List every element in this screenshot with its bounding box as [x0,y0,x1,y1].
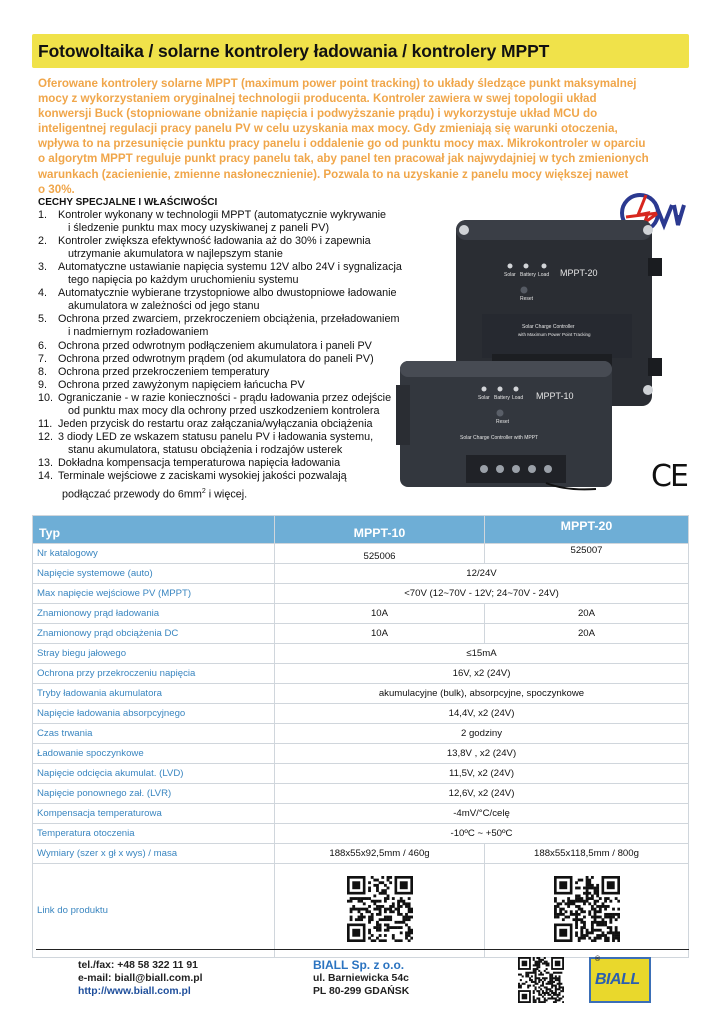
table-row [33,664,689,684]
product-model-label: MPPT-20 [560,268,598,278]
feature-text [58,470,418,483]
feature-line: Ochrona przed przekroczeniem temperatury [58,365,270,378]
header-mppt10: MPPT-10 [275,516,485,544]
table-row [33,844,689,864]
row-label: Napięcie systemowe (auto) [33,564,275,584]
feature-number: 10. [38,391,54,404]
feature-last-line [38,485,418,502]
row-value-mppt20: 188x55x118,5mm / 800g [485,844,689,864]
feature-text [58,379,418,392]
feature-line: Kontroler wykonany w technologii MPPT (automatycznie wykrywanie [58,209,387,222]
table-row [33,544,689,564]
feature-line: Terminale wejściowe z zaciskami wysokiej jakości pozwalają [58,469,347,482]
row-value: -10ºC ~ +50ºC [275,824,689,844]
row-label: Tryby ładowania akumulatora [33,684,275,704]
feature-line: Ochrona przed zwarciem, przekroczeniem obciążenia, przeładowaniem [58,313,400,326]
company-city: PL 80-299 GDAŃSK [313,986,410,997]
table-row [33,684,689,704]
table-row-link [33,864,689,958]
row-value-mppt20: 20A [485,604,689,624]
led-label: Load [538,272,550,278]
row-value: 2 godziny [275,724,689,744]
feature-last-line-b: i więcej. [205,488,248,501]
row-label: Wymiary (szer x gł x wys) / masa [33,844,275,864]
footer-company [313,959,409,998]
feature-number: 7. [38,352,48,365]
feature-item [38,431,418,457]
footer-phone: tel./fax: +48 58 322 11 91 [78,960,198,971]
features-heading: CECHY SPECJALNE I WŁAŚCIWOŚCI [38,197,218,208]
row-value: akumulacyjne (bulk), absorpcyjne, spoczynkowe [275,684,689,704]
qr-code-icon[interactable] [554,876,620,945]
feature-line: tego napięcia po każdym uruchomieniu systemu [68,274,299,287]
intro-paragraph [38,76,688,197]
feature-item [38,470,418,483]
features-list [38,209,418,483]
footer-divider [36,949,689,950]
led-label: Solar [478,395,490,401]
row-value-mppt10: 188x55x92,5mm / 460g [275,844,485,864]
table-row [33,704,689,724]
feature-item [38,340,418,353]
feature-item [38,418,418,431]
feature-last-line-sup: 2 [201,488,206,496]
feature-line: Jeden przycisk do restartu oraz załączania/wyłączania obciążenia [58,417,373,430]
intro-line: Oferowane kontrolery solarne MPPT (maximum power point tracking) to układy śledzące punkt maksymalnej [38,77,637,90]
intro-line: warunkach (zacienienie, zmienne nasłonecznienie). Pozwala to na uzyskanie z panelu mocy większej nawet [38,167,629,181]
feature-number: 13. [38,456,54,469]
feature-line: Ochrona przed zawyżonym napięciem łańcucha PV [58,378,305,391]
intro-line: konwersji Buck (stopniowane obniżanie napięcia i podwyższanie prądu) i wykorzystuje układ MCU do [38,107,598,121]
feature-line: i nadmiernym rozładowaniem [68,326,209,339]
feature-text [58,457,418,470]
feature-number: 2. [38,235,48,248]
row-value: 13,8V , x2 (24V) [275,744,689,764]
intro-line: o 30%. [38,182,75,196]
feature-item [38,353,418,366]
row-label: Nr katalogowy [33,544,275,564]
feature-line: Ograniczanie - w razie konieczności - prądu ładowania przez odejście [58,391,392,404]
feature-item [38,261,418,287]
qr-code-icon[interactable] [347,876,413,945]
feature-number: 11. [38,417,53,430]
header-type: Typ [33,516,275,544]
row-value-mppt20: 20A [485,624,689,644]
product-model-label: MPPT-10 [536,391,574,401]
row-value: <70V (12~70V - 12V; 24~70V - 24V) [275,584,689,604]
feature-item [38,313,418,339]
feature-text [58,353,418,366]
row-label: Kompensacja temperaturowa [33,804,275,824]
company-name: BIALL Sp. z o.o. [313,958,405,972]
page-title: Fotowoltaika / solarne kontrolery ładowania / kontrolery MPPT [38,41,550,61]
intro-line: mocy z wykorzystaniem oryginalnej technologii producenta. Kontroler zawiera w swej topologii układ [38,92,597,106]
feature-text [58,209,418,235]
registered-mark: ® [595,956,600,963]
feature-number: 4. [38,287,48,300]
product-caption: with Maximum Power Point Tracking [518,332,591,337]
row-label: Ładowanie spoczynkowe [33,744,275,764]
feature-line: Ochrona przed odwrotnym prądem (od akumulatora do paneli PV) [58,352,374,365]
table-row [33,784,689,804]
row-label: Napięcie ładowania absorpcyjnego [33,704,275,724]
row-value-mppt10: 10A [275,624,485,644]
header-mppt20: MPPT-20 [485,516,689,544]
row-label: Stray biegu jałowego [33,644,275,664]
table-row [33,804,689,824]
feature-item [38,209,418,235]
feature-number: 12. [38,430,54,443]
feature-line: Ochrona przed odwrotnym podłączeniem akumulatora i paneli PV [58,339,372,352]
feature-line: od punktu max mocy dla ochrony przed uszkodzeniem kontrolera [68,404,380,417]
footer-email[interactable]: e-mail: biall@biall.com.pl [78,973,203,984]
intro-line: inteligentnej regulacji pracy panelu PV w celu uzyskania max mocy. Gdy zmieniają się warunki otoczenia, [38,122,618,136]
footer-url-link[interactable]: http://www.biall.com.pl [78,986,191,997]
company-street: ul. Barniewicka 54c [313,973,409,984]
feature-text [58,287,418,313]
feature-item [38,287,418,313]
row-value-mppt20: 525007 [485,544,689,564]
feature-number: 8. [38,365,48,378]
biall-logo-text: BIALL [595,971,640,988]
feature-text [58,340,418,353]
feature-text [58,235,418,261]
feature-item [38,235,418,261]
led-label: Battery [494,395,510,401]
row-label: Ochrona przy przekroczeniu napięcia [33,664,275,684]
led-label: Load [512,395,524,401]
row-value: 14,4V, x2 (24V) [275,704,689,724]
feature-item [38,392,418,418]
biall-logo-icon [589,957,651,1003]
feature-line: Automatyczne ustawianie napięcia systemu 12V albo 24V i sygnalizacja [58,261,402,274]
row-value-mppt10: 525006 [275,544,485,564]
table-header-row [33,516,689,544]
row-label: Napięcie ponownego zał. (LVR) [33,784,275,804]
row-label: Napięcie odcięcia akumulat. (LVD) [33,764,275,784]
feature-line: Automatycznie wybierane trzystopniowe albo dwustopniowe ładowanie [58,287,397,300]
qr-cell-mppt20 [485,864,689,958]
product-caption: Solar Charge Controller with MPPT [460,435,539,441]
row-label: Link do produktu [33,864,275,958]
qr-cell-mppt10 [275,864,485,958]
feature-line: utrzymanie akumulatora w najlepszym stanie [68,248,283,261]
table-row [33,764,689,784]
ce-mark-icon: CE [651,459,687,494]
feature-number: 9. [38,378,48,391]
feature-line: 3 diody LED ze wskazem statusu panelu PV i ładowania systemu, [58,430,374,443]
feature-last-line-a: podłączać przewody do 6mm [62,488,202,501]
row-label: Znamionowy prąd obciążenia DC [33,624,275,644]
feature-number: 1. [38,209,48,222]
reset-label: Reset [496,419,510,425]
table-row [33,724,689,744]
spec-table [32,515,689,958]
table-row [33,624,689,644]
feature-text [58,418,418,431]
table-row [33,604,689,624]
row-label: Czas trwania [33,724,275,744]
row-value: -4mV/°C/celę [275,804,689,824]
intro-line: o algorytm MPPT reguluje punkt pracy panelu tak, aby panel ten pracował jak najwydajniej w tych zmienionych [38,152,649,166]
reset-label: Reset [520,296,534,302]
table-row [33,644,689,664]
feature-text [58,431,418,457]
table-row [33,824,689,844]
table-row [33,584,689,604]
row-value: 16V, x2 (24V) [275,664,689,684]
led-label: Solar [504,272,516,278]
feature-item [38,457,418,470]
row-label: Max napięcie wejściowe PV (MPPT) [33,584,275,604]
row-value: ≤15mA [275,644,689,664]
row-label: Znamionowy prąd ładowania [33,604,275,624]
feature-item [38,379,418,392]
feature-line: Dokładna kompensacja temperaturowa napięcia ładowania [58,456,341,469]
table-row [33,564,689,584]
feature-line: akumulatora w zależności od jego stanu [68,300,260,313]
feature-item [38,366,418,379]
product-image-mppt10 [396,355,618,493]
row-value-mppt10: 10A [275,604,485,624]
feature-line: i śledzenie punktu max mocy uzyskiwanej z paneli PV) [68,222,330,235]
footer-qr-code-icon[interactable] [518,957,564,1008]
row-value: 12/24V [275,564,689,584]
feature-number: 14. [38,469,54,482]
footer-contact [78,959,202,998]
feature-number: 6. [38,339,48,352]
product-caption: Solar Charge Controller [522,324,575,330]
row-label: Temperatura otoczenia [33,824,275,844]
feature-number: 3. [38,261,48,274]
led-label: Battery [520,272,536,278]
feature-text [58,366,418,379]
row-value: 12,6V, x2 (24V) [275,784,689,804]
feature-text [58,392,418,418]
row-value: 11,5V, x2 (24V) [275,764,689,784]
title-banner [32,34,689,68]
feature-line: Kontroler zwiększa efektywność ładowania aż do 30% i zapewnia [58,235,371,248]
feature-number: 5. [38,313,48,326]
intro-line: wpływa to na przesunięcie punktu pracy panelu i oddalenie go od punktu mocy max. Mikrokontroler w oparciu [38,137,646,151]
table-row [33,744,689,764]
feature-line: stanu akumulatora, statusu obciążenia i rodzajów usterek [68,443,343,456]
feature-text [58,313,418,339]
feature-text [58,261,418,287]
features-section [38,196,418,502]
